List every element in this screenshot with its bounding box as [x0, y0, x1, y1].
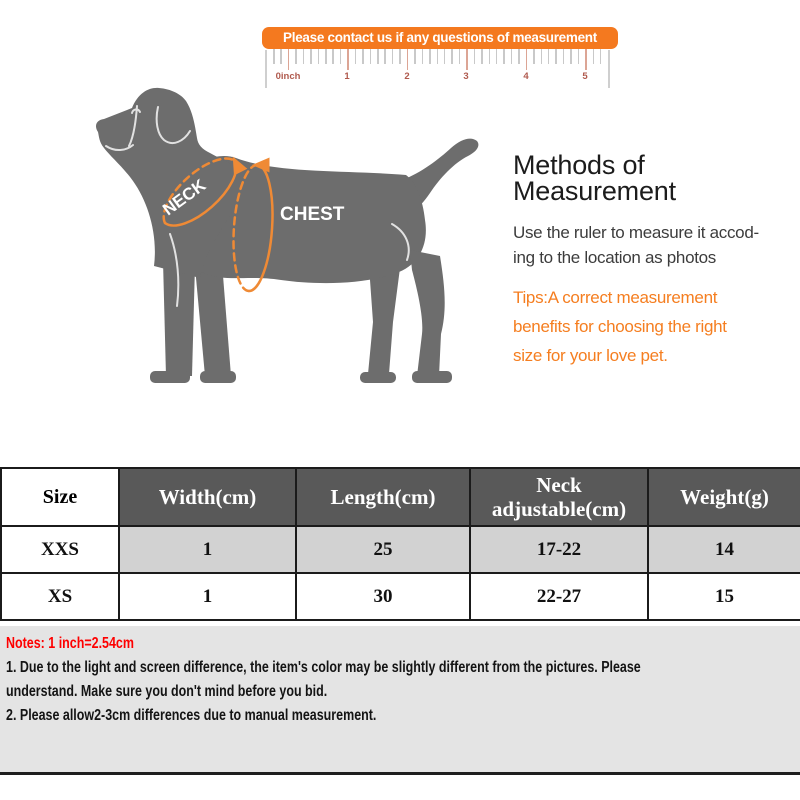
- dog-rear-foot-far: [360, 372, 396, 383]
- cell-weight: 15: [648, 573, 800, 620]
- ruler-tick: [429, 49, 431, 64]
- dog-rear-foot-near: [412, 371, 452, 383]
- ruler-tick: [444, 49, 446, 64]
- ruler-label-1: 1: [344, 71, 350, 82]
- ruler-label-2: 2: [404, 71, 410, 82]
- table-row-xxs: [1, 526, 800, 573]
- methods-description-line-2: ing to the location as photos: [513, 248, 717, 267]
- ruler-tick: [555, 49, 557, 64]
- methods-description: [513, 220, 798, 270]
- notes-line-1: 1. Due to the light and screen difference, the item's color may be slightly different from the pictures. Please: [6, 659, 641, 676]
- ruler-tick-inch: [288, 49, 290, 70]
- ruler-tick: [496, 49, 498, 64]
- notes-section: [0, 626, 800, 775]
- header-width: Width(cm): [119, 468, 296, 526]
- cell-length: 25: [296, 526, 470, 573]
- cell-width: 1: [119, 526, 296, 573]
- cell-neck: 22-27: [470, 573, 648, 620]
- methods-description-line-1: Use the ruler to measure it accod-: [513, 223, 759, 242]
- header-size: Size: [1, 468, 119, 526]
- ruler-tick-inch: [407, 49, 409, 70]
- ruler-tick: [459, 49, 461, 64]
- dog-front-foot-far: [200, 371, 236, 383]
- ruler-label-5: 5: [582, 71, 588, 82]
- notes-title: Notes: 1 inch=2.54cm: [6, 635, 134, 652]
- ruler-tick: [451, 49, 453, 64]
- ruler-tick: [355, 49, 357, 64]
- ruler-tick: [362, 49, 364, 64]
- tips-line-3: size for your love pet.: [513, 346, 668, 365]
- ruler-tick: [533, 49, 535, 64]
- size-table: [0, 467, 800, 621]
- neck-label: NECK: [159, 175, 210, 220]
- methods-title: Methods of Measurement: [513, 150, 676, 206]
- ruler-tick: [332, 49, 334, 64]
- ruler-tick: [414, 49, 416, 64]
- cell-width: 1: [119, 573, 296, 620]
- ruler-tick: [399, 49, 401, 64]
- methods-tips: [513, 283, 798, 370]
- ruler-tick: [437, 49, 439, 64]
- dog-rear-leg-near: [410, 250, 445, 376]
- dog-measurement-diagram: [88, 82, 508, 412]
- cell-size: XS: [1, 573, 119, 620]
- tips-line-2: benefits for choosing the right: [513, 317, 727, 336]
- cell-size: XXS: [1, 526, 119, 573]
- ruler-tick-inch: [526, 49, 528, 70]
- ruler-tick: [295, 49, 297, 64]
- cell-weight: 14: [648, 526, 800, 573]
- ruler-tick: [548, 49, 550, 64]
- ruler-label-4: 4: [523, 71, 529, 82]
- dog-silhouette-svg: [88, 82, 508, 412]
- ruler-tick: [370, 49, 372, 64]
- ruler: [265, 48, 610, 93]
- ruler-tick: [511, 49, 513, 64]
- ruler-label-0: 0inch: [275, 71, 301, 82]
- ruler-right-edge: [608, 50, 610, 88]
- ruler-tick: [578, 49, 580, 64]
- ruler-left-edge: [265, 50, 267, 88]
- ruler-tick-inch: [585, 49, 587, 70]
- ruler-tick: [310, 49, 312, 64]
- notes-line-2: understand. Make sure you don't mind before you bid.: [6, 683, 328, 700]
- header-neck: Neck adjustable(cm): [470, 468, 648, 526]
- ruler-tick: [384, 49, 386, 64]
- tips-line-1: Tips:A correct measurement: [513, 288, 718, 307]
- ruler-tick: [422, 49, 424, 64]
- cell-neck: 17-22: [470, 526, 648, 573]
- ruler-tick: [481, 49, 483, 64]
- dog-front-foot-near: [150, 371, 190, 383]
- cell-length: 30: [296, 573, 470, 620]
- contact-banner: Please contact us if any questions of measurement: [262, 27, 618, 49]
- ruler-tick: [600, 49, 602, 64]
- table-row-xs: [1, 573, 800, 620]
- header-length: Length(cm): [296, 468, 470, 526]
- notes-line-3: 2. Please allow2-3cm differences due to manual measurement.: [6, 707, 377, 724]
- chest-label: CHEST: [280, 204, 345, 225]
- ruler-tick: [280, 49, 282, 64]
- ruler-tick: [474, 49, 476, 64]
- header-weight: Weight(g): [648, 468, 800, 526]
- ruler-tick: [563, 49, 565, 64]
- ruler-tick: [303, 49, 305, 64]
- ruler-tick: [593, 49, 595, 64]
- ruler-tick: [340, 49, 342, 64]
- ruler-label-3: 3: [463, 71, 469, 82]
- ruler-tick-inch: [347, 49, 349, 70]
- ruler-tick: [570, 49, 572, 64]
- ruler-tick: [489, 49, 491, 64]
- methods-section: [513, 152, 798, 370]
- ruler-tick: [377, 49, 379, 64]
- ruler-tick: [273, 49, 275, 64]
- dog-rear-leg-far: [368, 264, 400, 374]
- ruler-tick: [518, 49, 520, 64]
- size-table-header-row: [1, 468, 800, 526]
- ruler-tick: [503, 49, 505, 64]
- ruler-tick: [325, 49, 327, 64]
- ruler-tick: [318, 49, 320, 64]
- dog-body-group: [96, 88, 478, 383]
- ruler-tick: [392, 49, 394, 64]
- ruler-tick: [541, 49, 543, 64]
- ruler-tick-inch: [466, 49, 468, 70]
